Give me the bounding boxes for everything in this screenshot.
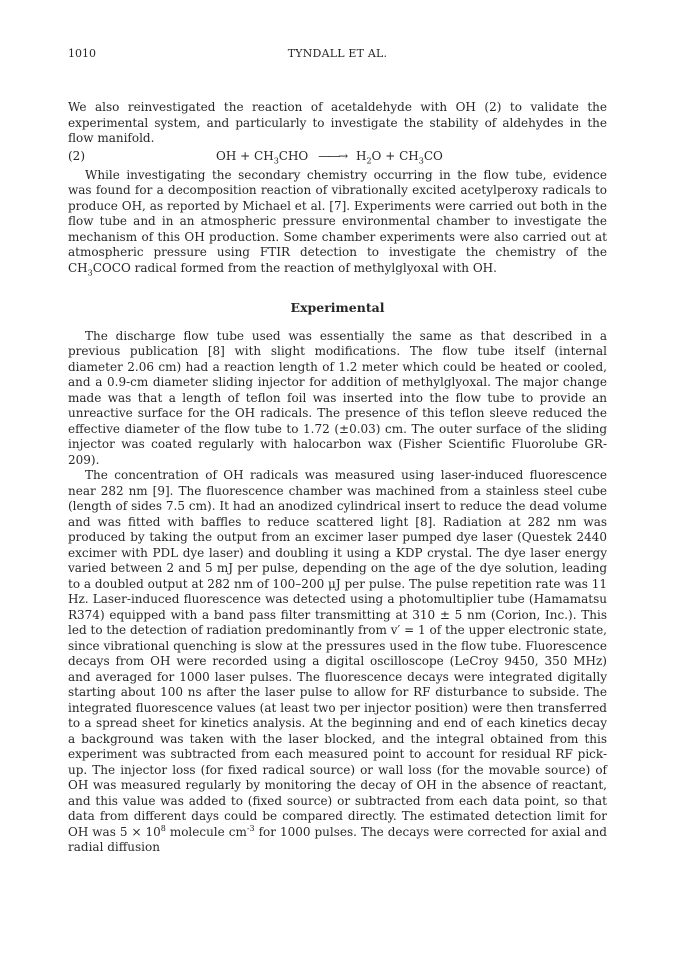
reactant-oh: OH <box>216 148 237 163</box>
product-water: $H_2O$ <box>355 148 382 165</box>
reaction-formula <box>216 149 443 165</box>
page-number: 1010 <box>68 47 96 60</box>
reactant-acetaldehyde: $CH_3CHO$ <box>254 148 309 165</box>
reaction-arrow: ——→ <box>318 148 347 163</box>
running-title: TYNDALL ET AL. <box>287 47 388 60</box>
section-heading: Experimental <box>290 300 385 315</box>
body-text <box>68 100 607 856</box>
product-acetyl: $CH_3CO$ <box>399 148 443 165</box>
page-header <box>68 47 607 63</box>
oh-detection-paragraph: The concentration of OH radicals was measured using laser-induced fluorescence near 282 nm [9]. The fluorescence chamber was machined from a stainless steel cube (length of sides 7.5 cm). It had an anodized cylindrical insert to reduce the dead volume and was fitted with baffles to reduce scattered light [8]. Radiation at 282 nm was produced by taking the output from an excimer laser pumped dye laser (Questek 2440 excimer with PDL dye laser) and doubling it using a KDP crystal. The dye laser energy varied between 2 and 5 mJ per pulse, depending on the age of the dye solution, leading to a doubled output at 282 nm of 100–200 μJ per pulse. The pulse repetition rate was 11 Hz. Laser-induced fluorescence was detected using a photomultiplier tube (Hamamatsu R374) equipped with a band pass filter transmitting at 310 ± 5 nm (Corion, Inc.). This led to the detection of radiation predominantly from v′ = 1 of the upper electronic state, since vibrational quenching is slow at the pressures used in the flow tube. Fluorescence decays from OH were recorded using a digital oscilloscope (LeCroy 9450, 350 MHz) and averaged for 1000 laser pulses. The fluorescence decays were integrated digitally starting about 100 ns after the laser pulse to allow for RF disturbance to subside. The integrated fluorescence values (at least two per injector position) were then transferred to a spread sheet for kinetics analysis. At the beginning and end of each kinetics decay a background was taken with the laser blocked, and the integral obtained from this experiment was subtracted from each measured point to account for residual RF pick-up. The injector loss (for fixed radical source) or wall loss (for the movable source) of OH was measured regularly by monitoring the decay of OH in the absence of reactant, and this value was added to (fixed source) or subtracted from each data point, so that data from different days could be compared directly. The estimated detection limit for OH was $5 \times 10^8$ molecule $cm^{-3}$ for 1000 pulses. The decays were corrected for axial and radial diffusion <box>68 468 607 854</box>
reaction-equation <box>68 149 607 166</box>
intro-paragraph: We also reinvestigated the reaction of acetaldehyde with OH (2) to validate the experimental system, and particularly to investigate the stability of aldehydes in the flow manifold. <box>68 100 607 145</box>
plus-sign: + <box>240 148 251 163</box>
flow-tube-paragraph: The discharge flow tube used was essentially the same as that described in a previous publication [8] with slight modifications. The flow tube itself (internal diameter 2.06 cm) had a reaction length of 1.2 meter which could be heated or cooled, and a 0.9-cm diameter sliding injector for addition of methylglyoxal. The major change made was that a length of teflon foil was inserted into the flow tube to provide an unreactive surface for the OH radicals. The presence of this teflon sleeve reduced the effective diameter of the flow tube to 1.72 (±0.03) cm. The outer surface of the sliding injector was coated regularly with halocarbon wax (Fisher Scientific Fluorolube GR-209). <box>68 328 607 467</box>
secondary-chemistry-paragraph: While investigating the secondary chemistry occurring in the flow tube, evidence was found for a decomposition reaction of vibrationally excited acetylperoxy radicals to produce OH, as reported by Michael et al. [7]. Experiments were carried out both in the flow tube and in an atmospheric pressure environmental chamber to investigate the mechanism of this OH production. Some chamber experiments were also carried out at atmospheric pressure using FTIR detection to investigate the chemistry of the $CH_3COCO$ radical formed from the reaction of methylglyoxal with OH. <box>68 167 607 277</box>
reaction-number: (2) <box>68 148 85 163</box>
plus-sign-2: + <box>385 148 396 163</box>
